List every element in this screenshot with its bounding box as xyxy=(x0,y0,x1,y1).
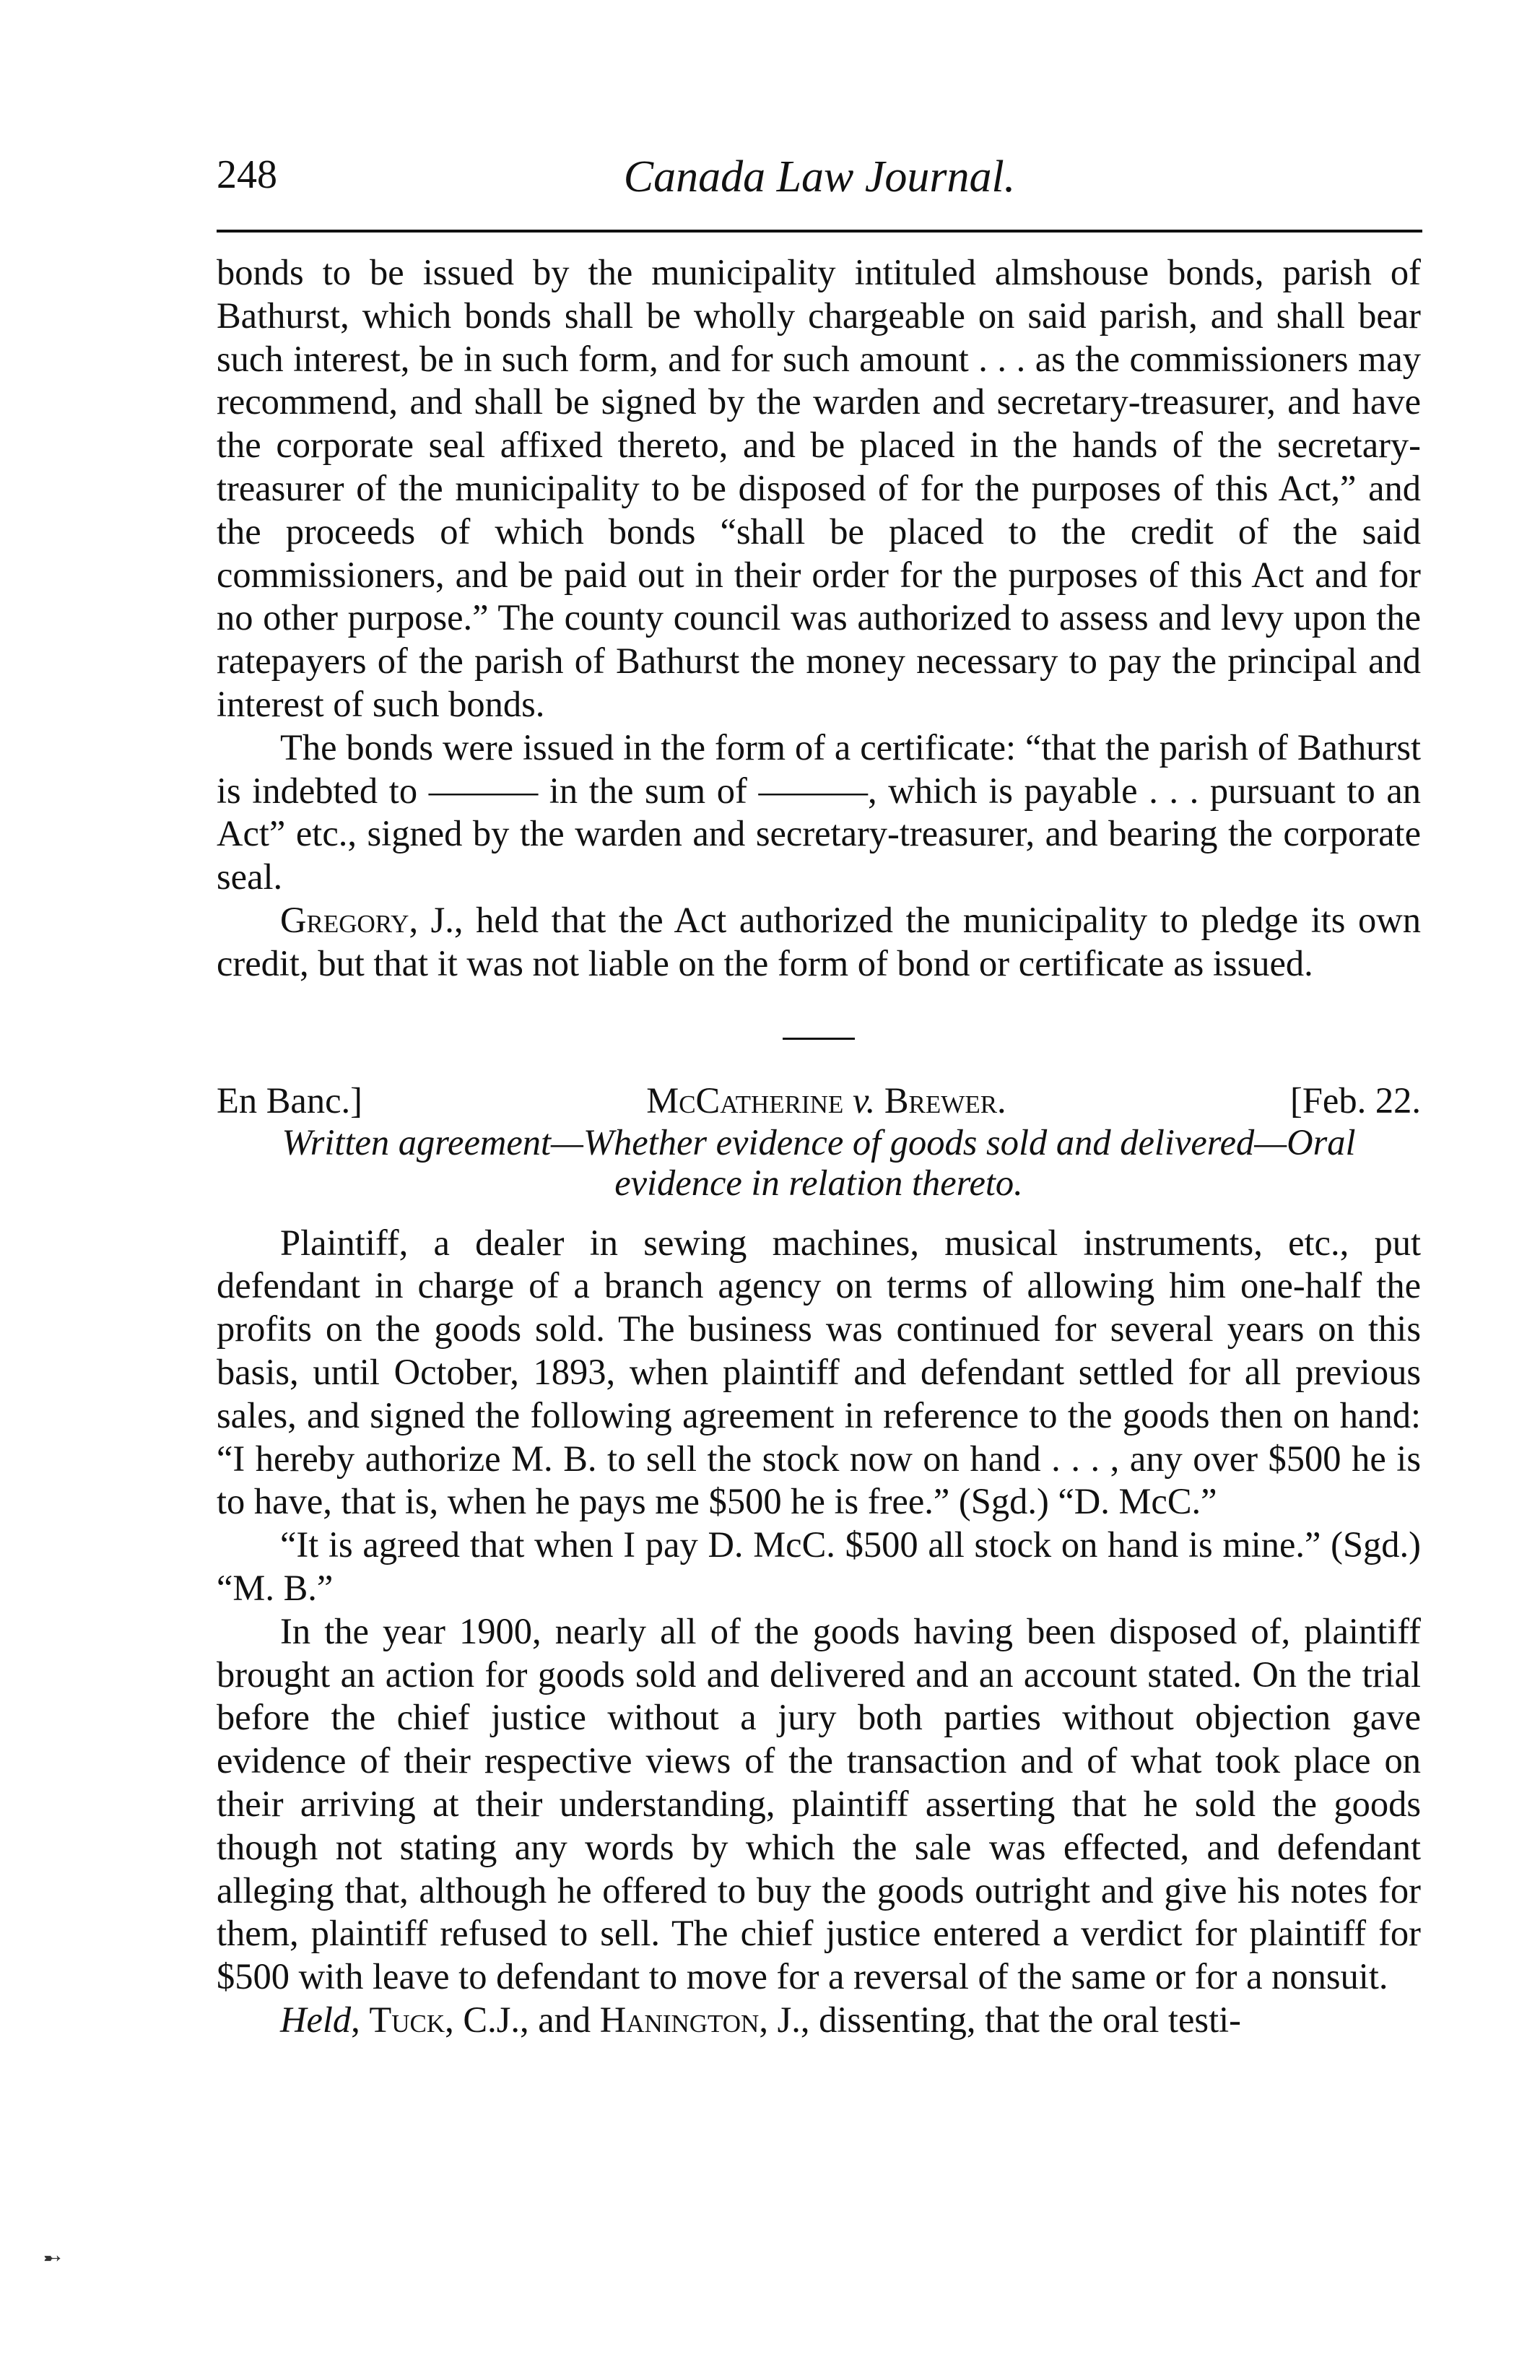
paragraph-gregory-holding xyxy=(217,899,1421,986)
held-sep: , xyxy=(351,1999,370,2040)
page-header xyxy=(217,152,1422,231)
court-label: En Banc.] xyxy=(217,1080,362,1121)
page-body xyxy=(217,251,1421,2042)
judge-name: Gregory xyxy=(280,899,409,940)
paragraph-continued: bonds to be issued by the municipality intituled almshouse bonds, parish of Bathurst, which bonds shall be wholly chargeable on said parish, and shall bear such interest, be in such form, and for such amount . . . as the commissioners may recommend, and shall be signed by the warden and secretary-treasurer, and have the corporate seal affixed thereto, and be placed in the hands of the secretary-treasurer of the municipality to be disposed of for the purposes of this Act,” and the proceeds of which bonds “shall be placed to the credit of the said commissioners, and be paid out in their order for the purposes of this Act and for no other purpose.” The county council was authorized to assess and levy upon the ratepayers of the parish of Bathurst the money necessary to pay the principal and interest of such bonds. xyxy=(217,252,1421,724)
party-plaintiff: McCatherine xyxy=(646,1080,844,1121)
running-title: Canada Law Journal. xyxy=(623,152,1016,201)
judge-hanington: Hanington xyxy=(599,1999,760,2040)
section-separator xyxy=(783,1038,855,1040)
judge-tuck: Tuck xyxy=(369,1999,445,2040)
case-title xyxy=(646,1079,1006,1122)
held-end: , J., dissenting, that the oral testi- xyxy=(759,1999,1241,2040)
held-label: Held xyxy=(280,1999,352,2040)
versus: v. xyxy=(852,1080,876,1121)
stray-mark: ➸ xyxy=(43,2246,62,2270)
case-date: [Feb. 22. xyxy=(1290,1080,1421,1121)
paragraph-trial: In the year 1900, nearly all of the goods having been disposed of, plaintiff brought an action for goods sold and delivered and an account stated. On the trial before the chief justice without a jury both parties without objection gave evidence of their respective views of the transaction and of what took place on their arriving at their understanding, plaintiff asserting that he sold the goods though not stating any words by which the sale was effected, and defendant alleging that, although he offered to buy the goods outright and give his notes for them, plaintiff refused to sell. The chief justice entered a verdict for plaintiff for $500 with leave to defendant to move for a reversal of the same or for a nonsuit. xyxy=(217,1610,1421,1997)
header-rule xyxy=(217,230,1422,233)
paragraph-facts: Plaintiff, a dealer in sewing machines, musical instruments, etc., put defendant in charge of a branch agency on terms of allowing him one-half the profits on the goods sold. The business was continued for several years on this basis, until October, 1893, when plaintiff and defendant settled for all previous sales, and signed the following agreement in reference to the goods then on hand: “I hereby authorize M. B. to sell the stock now on hand . . . , any over $500 he is to have, that is, when he pays me $500 he is free.” (Sgd.) “D. McC.” xyxy=(217,1222,1421,1522)
paragraph-bond-form: The bonds were issued in the form of a certificate: “that the parish of Bathurst is indebted to ——— in the sum of ———, which is payable . . . pursuant to an Act” etc., signed by the warden and secretary-treasurer, and bearing the corporate seal. xyxy=(217,726,1421,898)
paragraph-held xyxy=(217,1999,1421,2042)
paragraph-agreement: “It is agreed that when I pay D. McC. $500 all stock on hand is mine.” (Sgd.) “M. B.” xyxy=(217,1524,1421,1608)
holding-text: , J., held that the Act authorized the municipality to pledge its own credit, but that it was not liable on the form of bond or certificate as issued. xyxy=(217,899,1421,983)
party-defendant: Brewer. xyxy=(884,1080,1006,1121)
held-mid: , C.J., and xyxy=(445,1999,600,2040)
page-number: 248 xyxy=(217,152,277,197)
case-heading xyxy=(217,1079,1421,1122)
case-caption: Written agreement—Whether evidence of goods sold and delivered—Oral evidence in relation thereto. xyxy=(282,1121,1356,1203)
